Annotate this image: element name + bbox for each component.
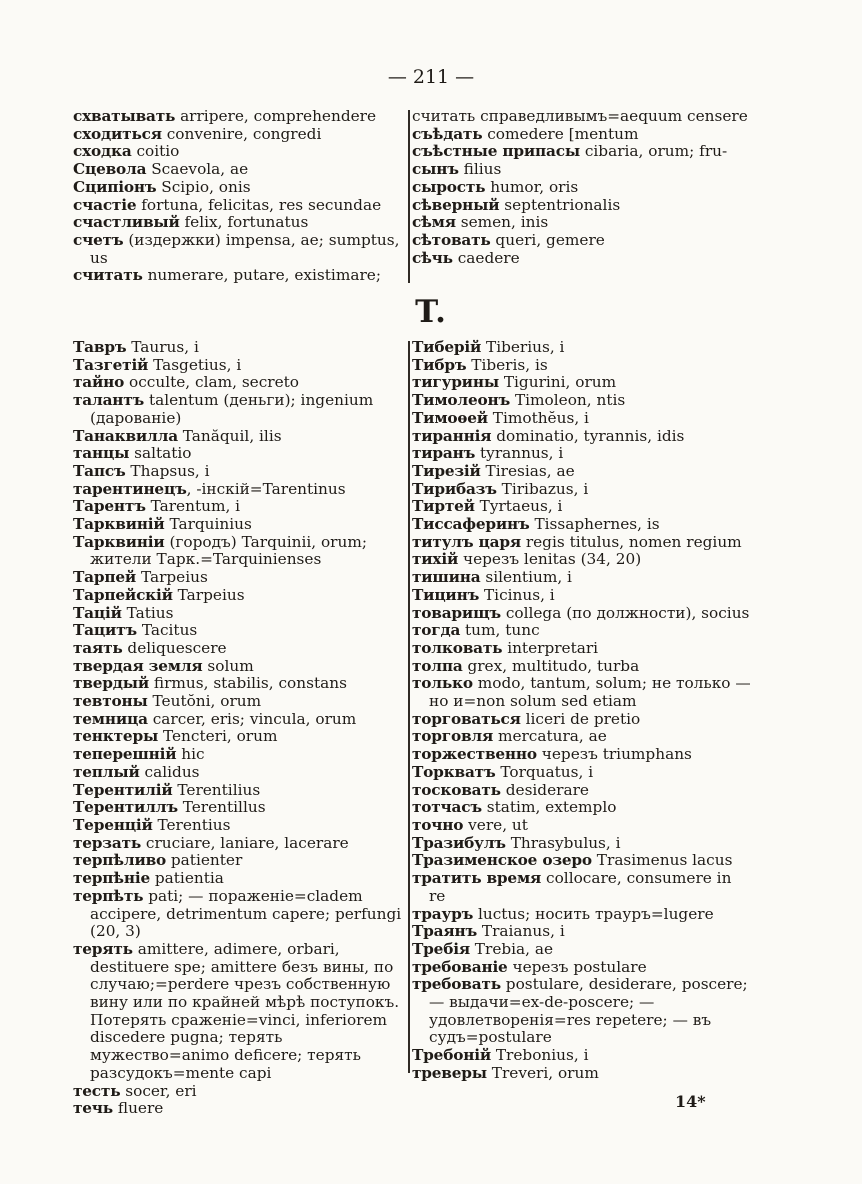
dictionary-entry — [412, 923, 752, 941]
entry-headword: Тиссаферинъ — [412, 515, 530, 534]
dictionary-entry — [412, 675, 752, 710]
dictionary-entry — [412, 357, 752, 375]
entry-translation: patienter — [166, 851, 243, 870]
entry-headword: терзать — [73, 833, 142, 852]
entry-headword: течь — [73, 1099, 113, 1118]
entry-headword: терять — [73, 939, 133, 958]
dictionary-entry — [73, 232, 403, 267]
entry-headword: Тицинъ — [412, 585, 480, 604]
entry-headword: тарентинецъ — [73, 479, 187, 498]
dictionary-entry — [73, 339, 408, 357]
entry-translation: silentium, i — [480, 568, 572, 587]
entry-translation: humor, oris — [485, 177, 579, 196]
dictionary-entry — [73, 569, 408, 587]
entry-headword: Требія — [412, 939, 470, 958]
column-left-bottom — [73, 339, 408, 1118]
entry-headword: Тарквиніи — [73, 532, 165, 551]
dictionary-entry — [73, 693, 408, 711]
entry-translation: Terentillus — [177, 798, 266, 817]
entry-translation: modo, tantum, solum; не только — но и=non solum sed etiam — [429, 674, 751, 711]
entry-translation: fortuna, felicitas, res secundae — [136, 195, 382, 214]
entry-translation: occulte, clam, secreto — [124, 373, 300, 392]
entry-translation: Terentius — [152, 815, 231, 834]
entry-translation: convenire, congredi — [161, 124, 322, 143]
entry-headword: сѣмя — [412, 213, 456, 232]
entry-headword: Тарквиній — [73, 515, 165, 534]
entry-translation: talentum (деньги); ingenium (дарованіе) — [90, 391, 374, 427]
entry-translation: socer, eri — [120, 1081, 197, 1100]
entry-translation: solum — [202, 656, 254, 675]
entry-headword: Танаквилла — [73, 426, 178, 445]
dictionary-entry — [412, 959, 752, 977]
entry-translation: caedere — [452, 248, 520, 267]
dictionary-entry — [412, 392, 752, 410]
dictionary-entry — [73, 392, 408, 427]
dictionary-entry — [73, 357, 408, 375]
entry-headword: сходиться — [73, 124, 162, 143]
entry-translation: statim, extemplo — [481, 798, 617, 817]
entry-headword: Тиберій — [412, 338, 482, 356]
entry-headword: Тазгетій — [73, 355, 149, 374]
entry-headword: Тимоѳей — [412, 408, 488, 427]
dictionary-entry — [73, 143, 403, 161]
dictionary-entry — [412, 250, 749, 268]
page-number: — 211 — — [387, 66, 475, 88]
entry-headword: твердая земля — [73, 656, 203, 675]
entry-translation: coitio — [131, 142, 180, 161]
dictionary-entry — [412, 108, 749, 126]
entry-headword: требованіе — [412, 957, 508, 976]
entry-headword: Тарентъ — [73, 497, 146, 516]
entry-translation: tyrannus, i — [475, 444, 564, 463]
dictionary-entry — [73, 817, 408, 835]
entry-translation: Timoleon, ntis — [510, 391, 626, 410]
entry-translation: Ticinus, i — [479, 585, 555, 604]
entry-headword: толковать — [412, 638, 503, 657]
entry-translation: Tanăquil, ilis — [177, 426, 282, 445]
entry-translation: Tigurini, orum — [498, 373, 617, 392]
entry-headword: сѣверный — [412, 195, 500, 214]
dictionary-entry — [73, 746, 408, 764]
entry-translation: Tissaphernes, is — [529, 515, 660, 534]
dictionary-entry — [412, 534, 752, 552]
dictionary-entry — [412, 799, 752, 817]
dictionary-entry — [73, 214, 403, 232]
column-right-bottom — [412, 339, 752, 1083]
dictionary-entry — [73, 605, 408, 623]
dictionary-entry — [73, 870, 408, 888]
dictionary-entry — [73, 640, 408, 658]
dictionary-entry — [73, 374, 408, 392]
entry-translation: (городъ) Tarquinii, orum; жители Тарк.=Tarquinienses — [90, 532, 367, 569]
entry-headword: точно — [412, 815, 464, 834]
entry-translation: filius — [458, 160, 502, 179]
entry-headword: трауръ — [412, 904, 474, 923]
entry-translation: Tyrtaeus, i — [474, 497, 563, 516]
dictionary-entry — [412, 126, 749, 144]
entry-translation: cibaria, orum; fru- — [579, 142, 728, 161]
dictionary-entry — [412, 658, 752, 676]
entry-headword: тогда — [412, 621, 461, 640]
dictionary-entry — [412, 214, 749, 232]
entry-translation: desiderare — [500, 780, 589, 799]
entry-translation: , -інскій=Tarentinus — [186, 479, 346, 498]
entry-headword: Теренцій — [73, 815, 153, 834]
entry-headword: толпа — [412, 656, 463, 675]
dictionary-entry — [412, 711, 752, 729]
entry-translation: numerare, putare, existimare; — [142, 266, 381, 285]
entry-translation: comedere [mentum — [482, 124, 639, 143]
dictionary-entry — [412, 232, 749, 250]
entry-headword: Тимолеонъ — [412, 391, 511, 410]
entry-translation: Thapsus, i — [125, 461, 210, 480]
column-divider-bottom — [408, 341, 410, 1073]
entry-headword: только — [412, 674, 473, 693]
entry-translation: carcer, eris; vincula, orum — [147, 709, 357, 728]
entry-translation: Timothĕus, i — [487, 408, 589, 427]
dictionary-entry — [73, 782, 408, 800]
entry-translation: interpretari — [502, 638, 599, 657]
entry-headword: торговля — [412, 727, 494, 746]
entry-headword: схватывать — [73, 107, 176, 125]
entry-translation: cruciare, laniare, lacerare — [141, 833, 349, 852]
entry-headword: сынъ — [412, 160, 459, 179]
dictionary-entry — [412, 143, 749, 161]
entry-headword: сходка — [73, 142, 132, 161]
entry-headword: требовать — [412, 975, 501, 994]
entry-headword: съѣдать — [412, 124, 483, 143]
entry-headword: счастливый — [73, 213, 180, 232]
entry-headword: таять — [73, 638, 123, 657]
dictionary-entry — [73, 587, 408, 605]
entry-translation: pati; — пораженіе=cladem accipere, detrimentum capere; perfungi (20, 3) — [90, 886, 402, 941]
entry-translation: Tasgetius, i — [148, 355, 242, 374]
section-letter: T. — [415, 294, 447, 330]
entry-translation: Torquatus, i — [495, 762, 594, 781]
entry-headword: торжественно — [412, 745, 537, 764]
entry-headword: терпѣливо — [73, 851, 167, 870]
entry-translation: tum, tunc — [460, 621, 540, 640]
entry-headword: танцы — [73, 444, 130, 463]
entry-headword: Тацитъ — [73, 621, 137, 640]
dictionary-entry — [73, 161, 403, 179]
entry-translation: regis titulus, nomen regium — [520, 532, 742, 551]
entry-translation: grex, multitudo, turba — [462, 656, 640, 675]
entry-translation: hic — [176, 745, 205, 764]
dictionary-entry — [73, 428, 408, 446]
entry-headword: талантъ — [73, 391, 145, 410]
entry-translation: arripere, comprehendere — [175, 107, 377, 125]
entry-headword: тевтоны — [73, 692, 148, 711]
dictionary-entry — [412, 498, 752, 516]
dictionary-entry — [412, 410, 752, 428]
entry-translation: vere, ut — [463, 815, 528, 834]
dictionary-entry — [412, 906, 752, 924]
entry-translation: Tiribazus, i — [496, 479, 589, 498]
entry-headword: терпѣть — [73, 886, 144, 905]
dictionary-entry — [73, 764, 408, 782]
dictionary-entry — [412, 374, 752, 392]
entry-headword: теперешній — [73, 745, 177, 764]
dictionary-entry — [73, 516, 408, 534]
dictionary-entry — [73, 1100, 408, 1118]
entry-translation: считать справедливымъ=aequum censere — [412, 107, 748, 125]
dictionary-entry — [412, 622, 752, 640]
entry-headword: Тирезій — [412, 461, 481, 480]
entry-headword: сырость — [412, 177, 486, 196]
entry-translation: Trebonius, i — [490, 1046, 589, 1065]
dictionary-entry — [412, 870, 752, 905]
entry-headword: тосковать — [412, 780, 501, 799]
entry-headword: тайно — [73, 373, 125, 392]
entry-headword: Требоній — [412, 1046, 491, 1065]
entry-translation: Tiresias, ae — [480, 461, 575, 480]
entry-translation: queri, gemere — [490, 230, 605, 249]
entry-translation: felix, fortunatus — [179, 213, 309, 232]
dictionary-entry — [73, 481, 408, 499]
dictionary-entry — [412, 481, 752, 499]
signature-mark: 14* — [675, 1092, 706, 1111]
dictionary-entry — [412, 569, 752, 587]
entry-headword: тигурины — [412, 373, 499, 392]
entry-translation: deliquescere — [122, 638, 227, 657]
entry-translation: Scipio, onis — [156, 177, 251, 196]
dictionary-entry — [412, 835, 752, 853]
dictionary-entry — [73, 498, 408, 516]
entry-headword: сѣчь — [412, 248, 453, 267]
dictionary-entry — [73, 179, 403, 197]
entry-translation: Treveri, orum — [486, 1063, 599, 1082]
entry-headword: съѣстные припасы — [412, 142, 580, 161]
entry-headword: сѣтовать — [412, 230, 491, 249]
entry-headword: Тразибулъ — [412, 833, 506, 852]
dictionary-entry — [412, 782, 752, 800]
entry-translation: Tatius — [121, 603, 174, 622]
entry-headword: торговаться — [412, 709, 521, 728]
entry-headword: Тавръ — [73, 338, 127, 356]
entry-translation: Tarpeius — [136, 568, 208, 587]
entry-headword: Сципіонъ — [73, 177, 157, 196]
entry-translation: Tiberius, i — [481, 338, 565, 356]
dictionary-entry — [73, 675, 408, 693]
entry-headword: товарищъ — [412, 603, 501, 622]
entry-translation: Tarpeius — [172, 585, 245, 604]
dictionary-entry — [412, 445, 752, 463]
entry-translation: mercatura, ae — [493, 727, 607, 746]
entry-headword: тираннія — [412, 426, 492, 445]
dictionary-entry — [412, 516, 752, 534]
entry-translation: patientia — [150, 869, 224, 888]
entry-headword: Терентиллъ — [73, 798, 178, 817]
entry-headword: темница — [73, 709, 148, 728]
entry-translation: septentrionalis — [499, 195, 621, 214]
entry-translation: postulare, desiderare, poscere; — выдачи=ex-de-poscere; — удовлетворенія=res repetere; — въ судъ=postulare — [429, 975, 748, 1047]
dictionary-entry — [412, 551, 752, 569]
dictionary-entry — [412, 1047, 752, 1065]
entry-headword: тиранъ — [412, 444, 476, 463]
dictionary-entry — [412, 976, 752, 1047]
entry-headword: тихій — [412, 550, 459, 569]
entry-headword: Терентилій — [73, 780, 173, 799]
entry-headword: тратить время — [412, 869, 542, 888]
dictionary-entry — [73, 799, 408, 817]
entry-headword: теплый — [73, 762, 140, 781]
entry-translation: collocare, consumere in re — [429, 869, 732, 905]
entry-headword: Тапсъ — [73, 461, 126, 480]
entry-translation: Tencteri, orum — [158, 727, 278, 746]
dictionary-entry — [412, 746, 752, 764]
column-left-top — [73, 108, 403, 285]
dictionary-entry — [412, 605, 752, 623]
entry-translation: Scaevola, ae — [146, 160, 249, 179]
entry-translation: Teutŏni, orum — [147, 692, 262, 711]
entry-translation: collega (по должности), socius — [500, 603, 750, 622]
dictionary-entry — [73, 108, 403, 126]
dictionary-entry — [412, 852, 752, 870]
entry-headword: терпѣніе — [73, 869, 150, 888]
entry-headword: Тибръ — [412, 355, 467, 374]
dictionary-entry — [73, 711, 408, 729]
entry-translation: fluere — [113, 1099, 164, 1118]
entry-headword: Тарпей — [73, 568, 137, 587]
dictionary-entry — [73, 534, 408, 569]
entry-headword: Тиртей — [412, 497, 475, 516]
entry-headword: Траянъ — [412, 922, 478, 941]
entry-translation: dominatio, tyrannis, idis — [491, 426, 685, 445]
entry-translation: Taurus, i — [126, 338, 199, 356]
dictionary-entry — [73, 126, 403, 144]
dictionary-entry — [73, 852, 408, 870]
dictionary-entry — [412, 1065, 752, 1083]
entry-translation: черезъ lenitas (34, 20) — [458, 550, 642, 569]
dictionary-entry — [412, 463, 752, 481]
entry-translation: (издержки) impensa, ae; sumptus, us — [90, 230, 400, 267]
entry-translation: Tarquinius — [164, 515, 252, 534]
dictionary-entry — [412, 640, 752, 658]
entry-headword: Торкватъ — [412, 762, 496, 781]
entry-translation: Trasimenus lacus — [591, 851, 733, 870]
dictionary-entry — [73, 1083, 408, 1101]
entry-translation: черезъ triumphans — [536, 745, 692, 764]
dictionary-entry — [412, 941, 752, 959]
dictionary-entry — [73, 658, 408, 676]
dictionary-entry — [412, 161, 749, 179]
entry-headword: счастіе — [73, 195, 137, 214]
dictionary-entry — [73, 197, 403, 215]
entry-headword: Тарпейскій — [73, 585, 173, 604]
dictionary-entry — [412, 179, 749, 197]
entry-translation: Thrasybulus, i — [505, 833, 621, 852]
dictionary-entry — [73, 835, 408, 853]
dictionary-entry — [73, 463, 408, 481]
dictionary-entry — [73, 888, 408, 941]
dictionary-entry — [73, 941, 408, 1083]
entry-translation: черезъ postulare — [507, 957, 647, 976]
entry-translation: Tiberis, is — [466, 355, 548, 374]
entry-headword: счетъ — [73, 230, 124, 249]
entry-headword: Тирибазъ — [412, 479, 497, 498]
dictionary-entry — [412, 817, 752, 835]
entry-translation: firmus, stabilis, constans — [149, 674, 347, 693]
dictionary-entry — [73, 622, 408, 640]
entry-translation: amittere, adimere, orbari, destituere spe; amittere безъ вины, по случаю;=perdere чрезъ собственную вину или по крайней мѣрѣ поступокъ. Потерять сраженіе=vinci, inferiorem discedere pugna; терять мужество=animo deficere; терять разсудокъ=mente capi — [90, 939, 400, 1082]
entry-headword: Тразименское озеро — [412, 851, 592, 870]
entry-translation: saltatio — [129, 444, 192, 463]
dictionary-entry — [412, 587, 752, 605]
dictionary-entry — [412, 428, 752, 446]
entry-translation: Tacitus — [136, 621, 198, 640]
entry-headword: Сцевола — [73, 160, 147, 179]
entry-headword: Тацій — [73, 603, 122, 622]
entry-translation: semen, inis — [455, 213, 549, 232]
entry-translation: Traianus, i — [477, 922, 565, 941]
dictionary-entry — [412, 339, 752, 357]
entry-headword: считать — [73, 266, 143, 285]
dictionary-entry — [412, 764, 752, 782]
entry-translation: calidus — [139, 762, 200, 781]
dictionary-entry — [412, 728, 752, 746]
entry-headword: тотчасъ — [412, 798, 482, 817]
entry-translation: luctus; носить трауръ=lugere — [473, 904, 714, 923]
entry-headword: тесть — [73, 1081, 121, 1100]
column-divider-top — [408, 110, 410, 283]
entry-headword: тенктеры — [73, 727, 159, 746]
column-right-top — [412, 108, 749, 267]
entry-headword: треверы — [412, 1063, 487, 1082]
entry-headword: твердый — [73, 674, 150, 693]
entry-translation: Terentilius — [172, 780, 261, 799]
entry-translation: liceri de pretio — [520, 709, 641, 728]
entry-headword: тишина — [412, 568, 481, 587]
dictionary-entry — [412, 197, 749, 215]
entry-translation: Tarentum, i — [145, 497, 241, 516]
dictionary-entry — [73, 267, 403, 285]
entry-headword: титулъ царя — [412, 532, 521, 551]
dictionary-entry — [73, 728, 408, 746]
dictionary-entry — [73, 445, 408, 463]
entry-translation: Trebia, ae — [469, 939, 554, 958]
